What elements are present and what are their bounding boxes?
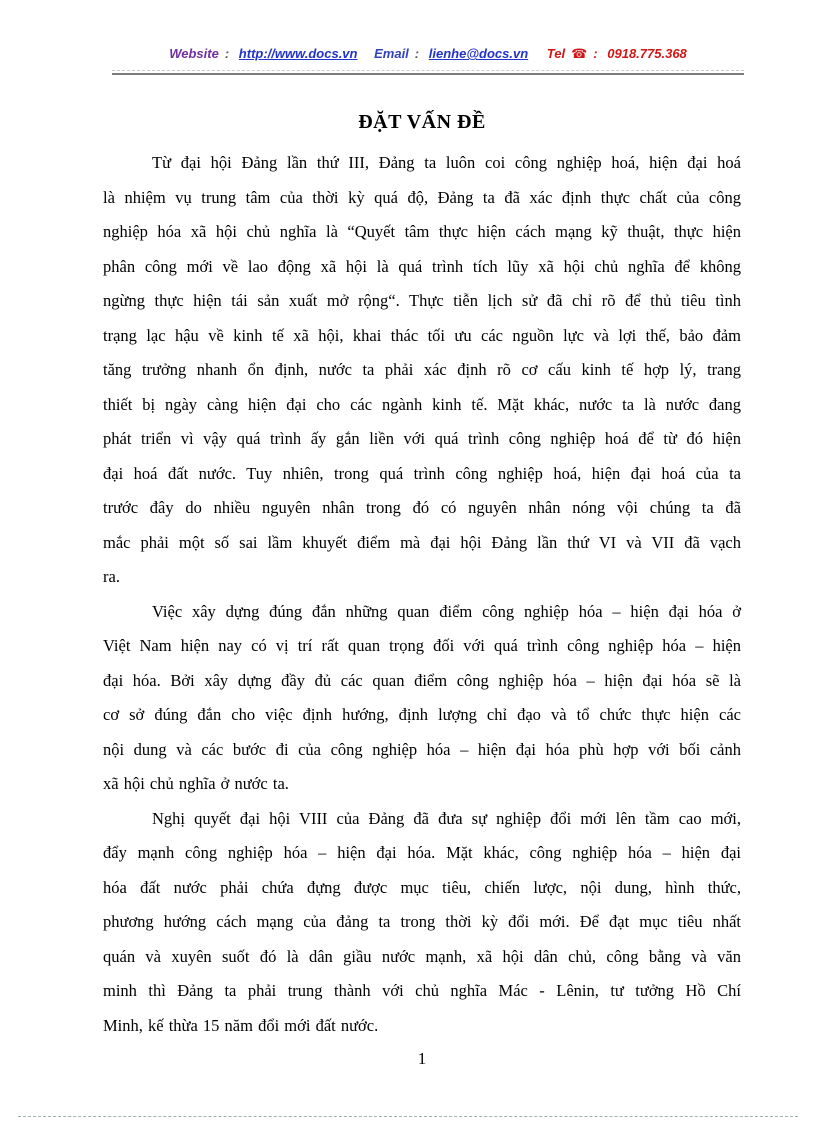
document-body	[103, 108, 741, 1043]
text-line: đẩy mạnh công nghiệp hóa – hiện đại hóa. Mặt khác, công nghiệp hóa – hiện đại	[103, 843, 741, 862]
paragraph	[103, 595, 741, 802]
tel-number: 0918.775.368	[607, 46, 687, 61]
tel-label: Tel	[546, 46, 566, 61]
paragraph	[103, 802, 741, 1044]
text-line: đại hoá đất nước. Tuy nhiên, trong quá trình công nghiệp hoá, hiện đại hoá của ta	[103, 463, 741, 483]
tel-colon: :	[593, 46, 598, 61]
website-colon: :	[224, 46, 230, 61]
text-line: quán và xuyên suốt đó là dân giầu nước mạnh, xã hội dân chủ, công bằng và văn	[103, 946, 741, 966]
text-line: minh thì Đảng ta phải trung thành với chủ nghĩa Mác - Lênin, tư tưởng Hồ Chí	[103, 981, 741, 1000]
bottom-divider	[18, 1116, 798, 1117]
document-title: ĐẶT VẤN ĐỀ	[358, 111, 486, 133]
paragraphs	[103, 146, 741, 1043]
page-number: 1	[417, 1049, 427, 1068]
text-line: nghiệp hóa xã hội chủ nghĩa là “Quyết tâm thực hiện cách mạng kỹ thuật, thực hiện	[103, 222, 741, 241]
text-line: Việc xây dựng đúng đắn những quan điểm công nghiệp hóa – hiện đại hóa ở	[152, 601, 741, 621]
text-line: ra.	[103, 567, 120, 586]
phone-icon: ☎	[571, 46, 588, 61]
text-line: hóa đất nước phải chứa đựng được mục tiêu, chiến lược, nội dung, hình thức,	[103, 877, 741, 897]
text-line: Từ đại hội Đảng lần thứ III, Đảng ta luôn coi công nghiệp hoá, hiện đại hoá	[152, 153, 741, 172]
email-colon: :	[414, 46, 420, 61]
email-label: Email	[374, 46, 409, 61]
text-line: xã hội chủ nghĩa ở nước ta.	[103, 774, 289, 793]
text-line: phát triển vì vậy quá trình ấy gắn liền với quá trình công nghiệp hoá để từ đó hiện	[103, 429, 741, 448]
page-footer	[103, 1048, 741, 1070]
website-label: Website	[169, 46, 219, 61]
text-line: phương hướng cách mạng của đảng ta trong thời kỳ đổi mới. Để đạt mục tiêu nhất	[103, 912, 741, 931]
text-line: Việt Nam hiện nay có vị trí rất quan trọng đối với quá trình công nghiệp hóa – hiện	[103, 636, 741, 655]
text-line: tăng trưởng nhanh ổn định, nước ta phải xác định rõ cơ cấu kinh tế hợp lý, trang	[103, 360, 741, 379]
website-link[interactable]: http://www.docs.vn	[238, 46, 358, 61]
text-line: đại hóa. Bởi xây dựng đầy đủ các quan điểm công nghiệp hóa – hiện đại hóa sẽ là	[103, 670, 741, 690]
text-line: nội dung và các bước đi của công nghiệp hóa – hiện đại hóa phù hợp với bối cảnh	[103, 739, 741, 759]
text-line: thiết bị ngày càng hiện đại cho các ngành kinh tế. Mặt khác, nước ta là nước đang	[103, 394, 741, 414]
page-header	[112, 46, 744, 62]
text-line: mắc phải một số sai lầm khuyết điểm mà đại hội Đảng lần thứ VI và VII đã vạch	[103, 532, 741, 552]
text-line: Nghị quyết đại hội VIII của Đảng đã đưa sự nghiệp đổi mới lên tầm cao mới,	[152, 808, 741, 828]
text-line: Minh, kế thừa 15 năm đổi mới đất nước.	[103, 1015, 379, 1035]
text-line: phân công mới về lao động xã hội là quá trình tích lũy xã hội chủ nghĩa để không	[103, 256, 741, 276]
paragraph	[103, 146, 741, 595]
email-link[interactable]: lienhe@docs.vn	[428, 46, 529, 61]
text-line: cơ sở đúng đắn cho việc định hướng, định lượng chỉ đạo và tổ chức thực hiện các	[103, 705, 741, 724]
text-line: ngừng thực hiện tái sản xuất mở rộng“. Thực tiễn lịch sử đã chỉ rõ để thủ tiêu tình	[103, 291, 741, 310]
header-divider	[112, 70, 744, 75]
text-line: trạng lạc hậu về kinh tế xã hội, khai thác tối ưu các nguồn lực và lợi thế, bảo đảm	[103, 325, 741, 345]
text-line: trước đây do nhiều nguyên nhân trong đó có nguyên nhân nóng vội chúng ta đã	[103, 498, 741, 517]
text-line: là nhiệm vụ trung tâm của thời kỳ quá độ, Đảng ta đã xác định thực chất của công	[103, 187, 741, 207]
